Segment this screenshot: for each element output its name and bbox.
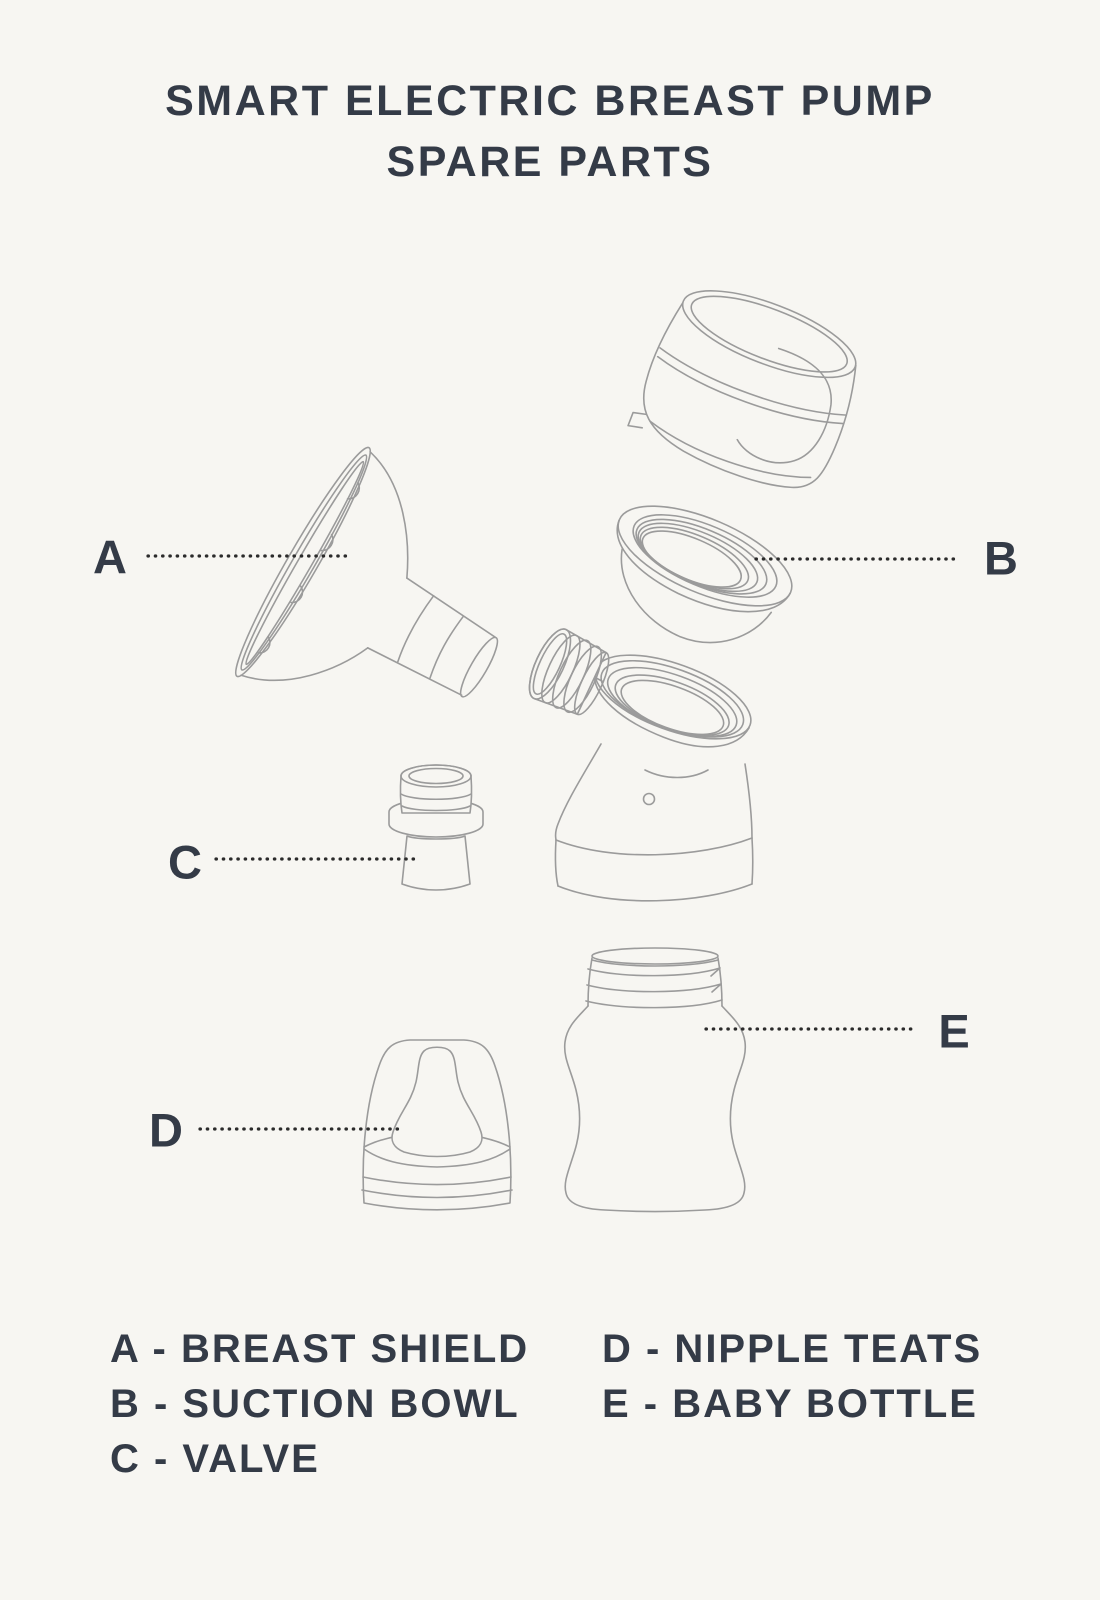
callout-letter-e: E bbox=[938, 1004, 970, 1058]
nipple-teat-drawing bbox=[362, 1040, 512, 1210]
baby-bottle-drawing bbox=[565, 948, 746, 1212]
callout-letter-d: D bbox=[149, 1103, 183, 1157]
legend-item-d: D - NIPPLE TEATS bbox=[602, 1327, 983, 1371]
title-line-2: SPARE PARTS bbox=[386, 138, 714, 186]
legend-item-a: A - BREAST SHIELD bbox=[110, 1327, 530, 1371]
callout-letter-a: A bbox=[93, 530, 127, 584]
legend-column-2 bbox=[602, 1322, 982, 1487]
breast-shield-drawing bbox=[224, 440, 553, 783]
title-line-1: SMART ELECTRIC BREAST PUMP bbox=[165, 77, 935, 125]
callout-letter-b: B bbox=[984, 531, 1018, 585]
legend-column-1 bbox=[110, 1322, 602, 1487]
legend-item-c: C - VALVE bbox=[110, 1437, 320, 1481]
legend-item-b: B - SUCTION BOWL bbox=[110, 1382, 520, 1426]
motor-unit-drawing bbox=[625, 271, 875, 505]
suction-bowl-drawing bbox=[587, 486, 805, 670]
valve-drawing bbox=[389, 765, 483, 890]
legend-item-e: E - BABY BOTTLE bbox=[602, 1382, 978, 1426]
callout-letter-c: C bbox=[168, 835, 202, 889]
pump-body-drawing bbox=[521, 624, 761, 901]
parts-legend bbox=[110, 1322, 982, 1487]
